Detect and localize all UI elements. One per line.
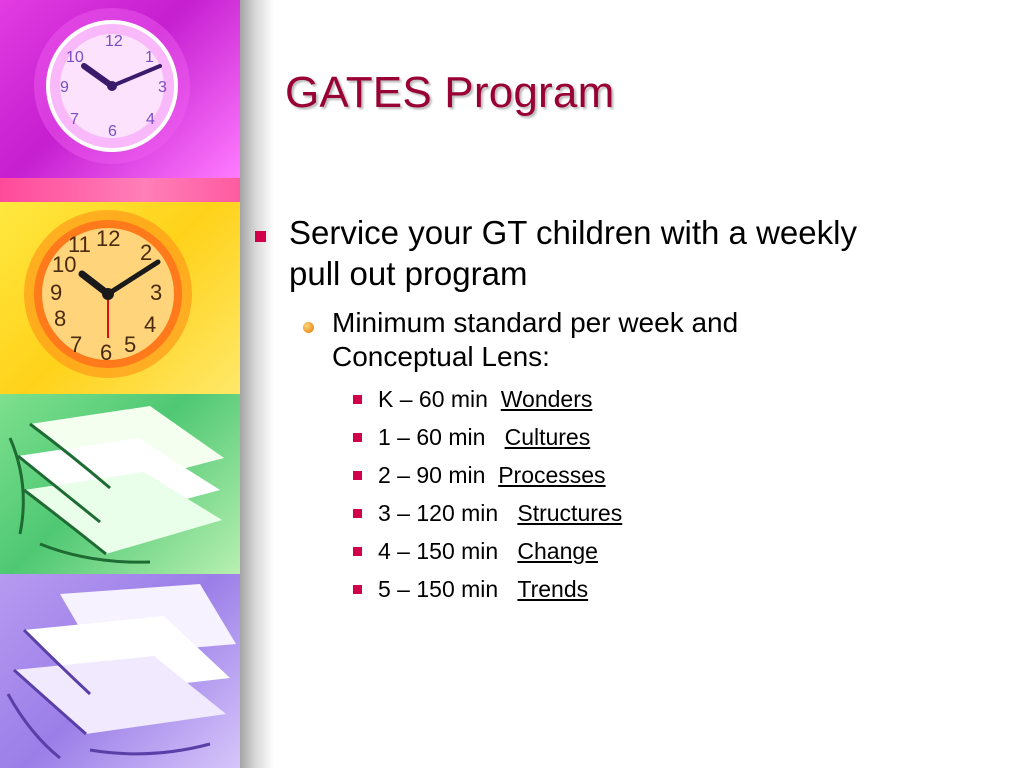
- svg-text:6: 6: [108, 123, 117, 140]
- pink-band: [0, 178, 240, 202]
- svg-text:12: 12: [105, 33, 123, 50]
- round-bullet-icon: [303, 322, 314, 333]
- lens-link-structures[interactable]: Structures: [517, 500, 623, 526]
- square-bullet-icon: [353, 547, 362, 556]
- grade-item: [353, 456, 622, 494]
- svg-text:9: 9: [50, 280, 63, 305]
- svg-text:6: 6: [100, 340, 113, 365]
- svg-text:1: 1: [145, 49, 154, 66]
- grade-time: 5 – 150 min: [378, 576, 499, 602]
- lens-link-trends[interactable]: Trends: [517, 576, 589, 602]
- square-bullet-icon: [353, 433, 362, 442]
- svg-text:2: 2: [140, 240, 153, 265]
- svg-text:12: 12: [96, 226, 121, 251]
- bullet-level-1: [255, 212, 875, 294]
- grade-time: 3 – 120 min: [378, 500, 499, 526]
- svg-text:9: 9: [60, 79, 69, 96]
- sub-bullet-text: Minimum standard per week and Conceptual Lens:: [332, 307, 739, 372]
- open-book-image-green: [0, 394, 240, 574]
- lens-link-processes[interactable]: Processes: [498, 462, 606, 488]
- bullet-level-2: [303, 306, 863, 374]
- svg-text:10: 10: [66, 49, 84, 66]
- lens-link-wonders[interactable]: Wonders: [500, 386, 593, 412]
- grade-time: 1 – 60 min: [378, 424, 486, 450]
- svg-text:3: 3: [158, 79, 167, 96]
- lens-link-change[interactable]: Change: [517, 538, 598, 564]
- svg-text:7: 7: [70, 111, 79, 128]
- svg-text:5: 5: [124, 332, 137, 357]
- svg-text:11: 11: [68, 232, 91, 257]
- grade-item: [353, 418, 622, 456]
- svg-text:10: 10: [52, 252, 77, 277]
- slide-title: GATES Program: [285, 68, 615, 117]
- strip-shadow: [240, 0, 274, 768]
- grade-item: [353, 532, 622, 570]
- grade-time: K – 60 min: [378, 386, 488, 412]
- svg-text:4: 4: [144, 312, 157, 337]
- square-bullet-icon: [353, 585, 362, 594]
- open-book-image-lavender: [0, 574, 240, 768]
- grade-item: [353, 380, 622, 418]
- lens-link-cultures[interactable]: Cultures: [504, 424, 591, 450]
- svg-text:8: 8: [54, 306, 67, 331]
- clock-image-magenta: [0, 0, 240, 178]
- grade-item: [353, 570, 622, 608]
- bullet-text: Service your GT children with a weekly pull out program: [289, 214, 857, 292]
- grade-time: 2 – 90 min: [378, 462, 486, 488]
- svg-text:7: 7: [70, 332, 83, 357]
- svg-text:4: 4: [146, 111, 155, 128]
- grade-list: [353, 380, 622, 608]
- decorative-image-strip: [0, 0, 240, 768]
- grade-time: 4 – 150 min: [378, 538, 499, 564]
- clock-image-yellow: [0, 202, 240, 394]
- square-bullet-icon: [255, 231, 266, 242]
- square-bullet-icon: [353, 471, 362, 480]
- square-bullet-icon: [353, 395, 362, 404]
- square-bullet-icon: [353, 509, 362, 518]
- svg-text:3: 3: [150, 280, 163, 305]
- grade-item: [353, 494, 622, 532]
